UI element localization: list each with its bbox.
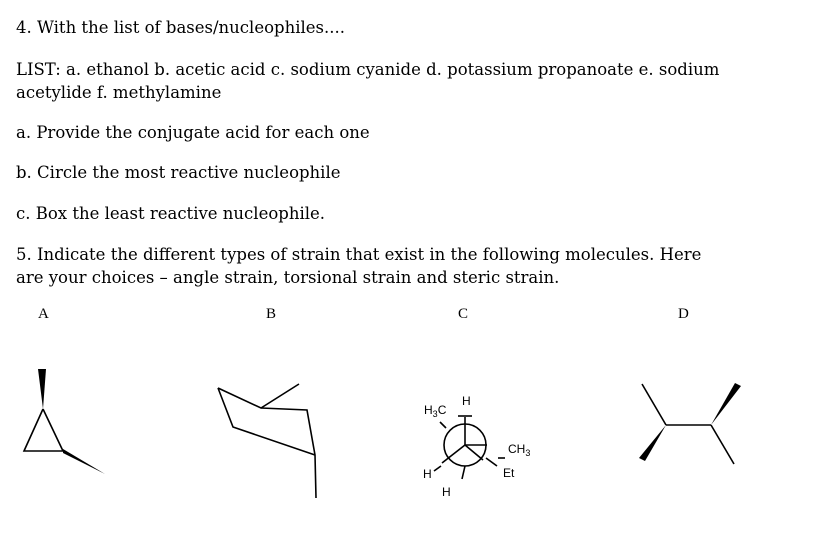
molecule-d-structure	[639, 383, 741, 464]
newman-label-h-top: H	[462, 394, 471, 408]
newman-label-h-left: H	[423, 467, 432, 481]
molecule-d-wedge-left	[639, 425, 666, 461]
q5-line-1: 5. Indicate the different types of strain that exist in the following molecules. Here	[16, 245, 702, 264]
q4-list-line-1: LIST: a. ethanol b. acetic acid c. sodium cyanide d. potassium propanoate e. sodium	[16, 60, 720, 79]
molecule-label-b: B	[266, 306, 277, 322]
molecule-label-c: C	[458, 306, 469, 322]
q4-list-line-2: acetylide f. methylamine	[16, 83, 222, 102]
molecule-label-a: A	[38, 306, 49, 322]
newman-label-ch3-right: $CH_3$	[508, 442, 531, 458]
q4-title: 4. With the list of bases/nucleophiles....	[16, 18, 345, 37]
q4-part-c: c. Box the least reactive nucleophile.	[16, 204, 326, 223]
molecule-a-wedge-right	[63, 449, 105, 474]
q4-part-b: b. Circle the most reactive nucleophile	[16, 163, 341, 182]
q4-part-a: a. Provide the conjugate acid for each one	[16, 123, 370, 142]
newman-label-et: Et	[503, 466, 515, 480]
molecule-c-newman	[423, 394, 530, 499]
q5-line-2: are your choices – angle strain, torsional strain and steric strain.	[16, 268, 560, 287]
molecule-b-structure	[218, 384, 316, 498]
molecule-a-wedge-top	[38, 369, 46, 409]
newman-label-h-bottom: H	[442, 485, 451, 499]
molecule-d-wedge-right	[711, 383, 741, 425]
molecule-a-structure	[24, 369, 105, 474]
newman-label-h3c-left: $H_3C$	[424, 403, 447, 419]
molecule-label-d: D	[678, 306, 689, 322]
